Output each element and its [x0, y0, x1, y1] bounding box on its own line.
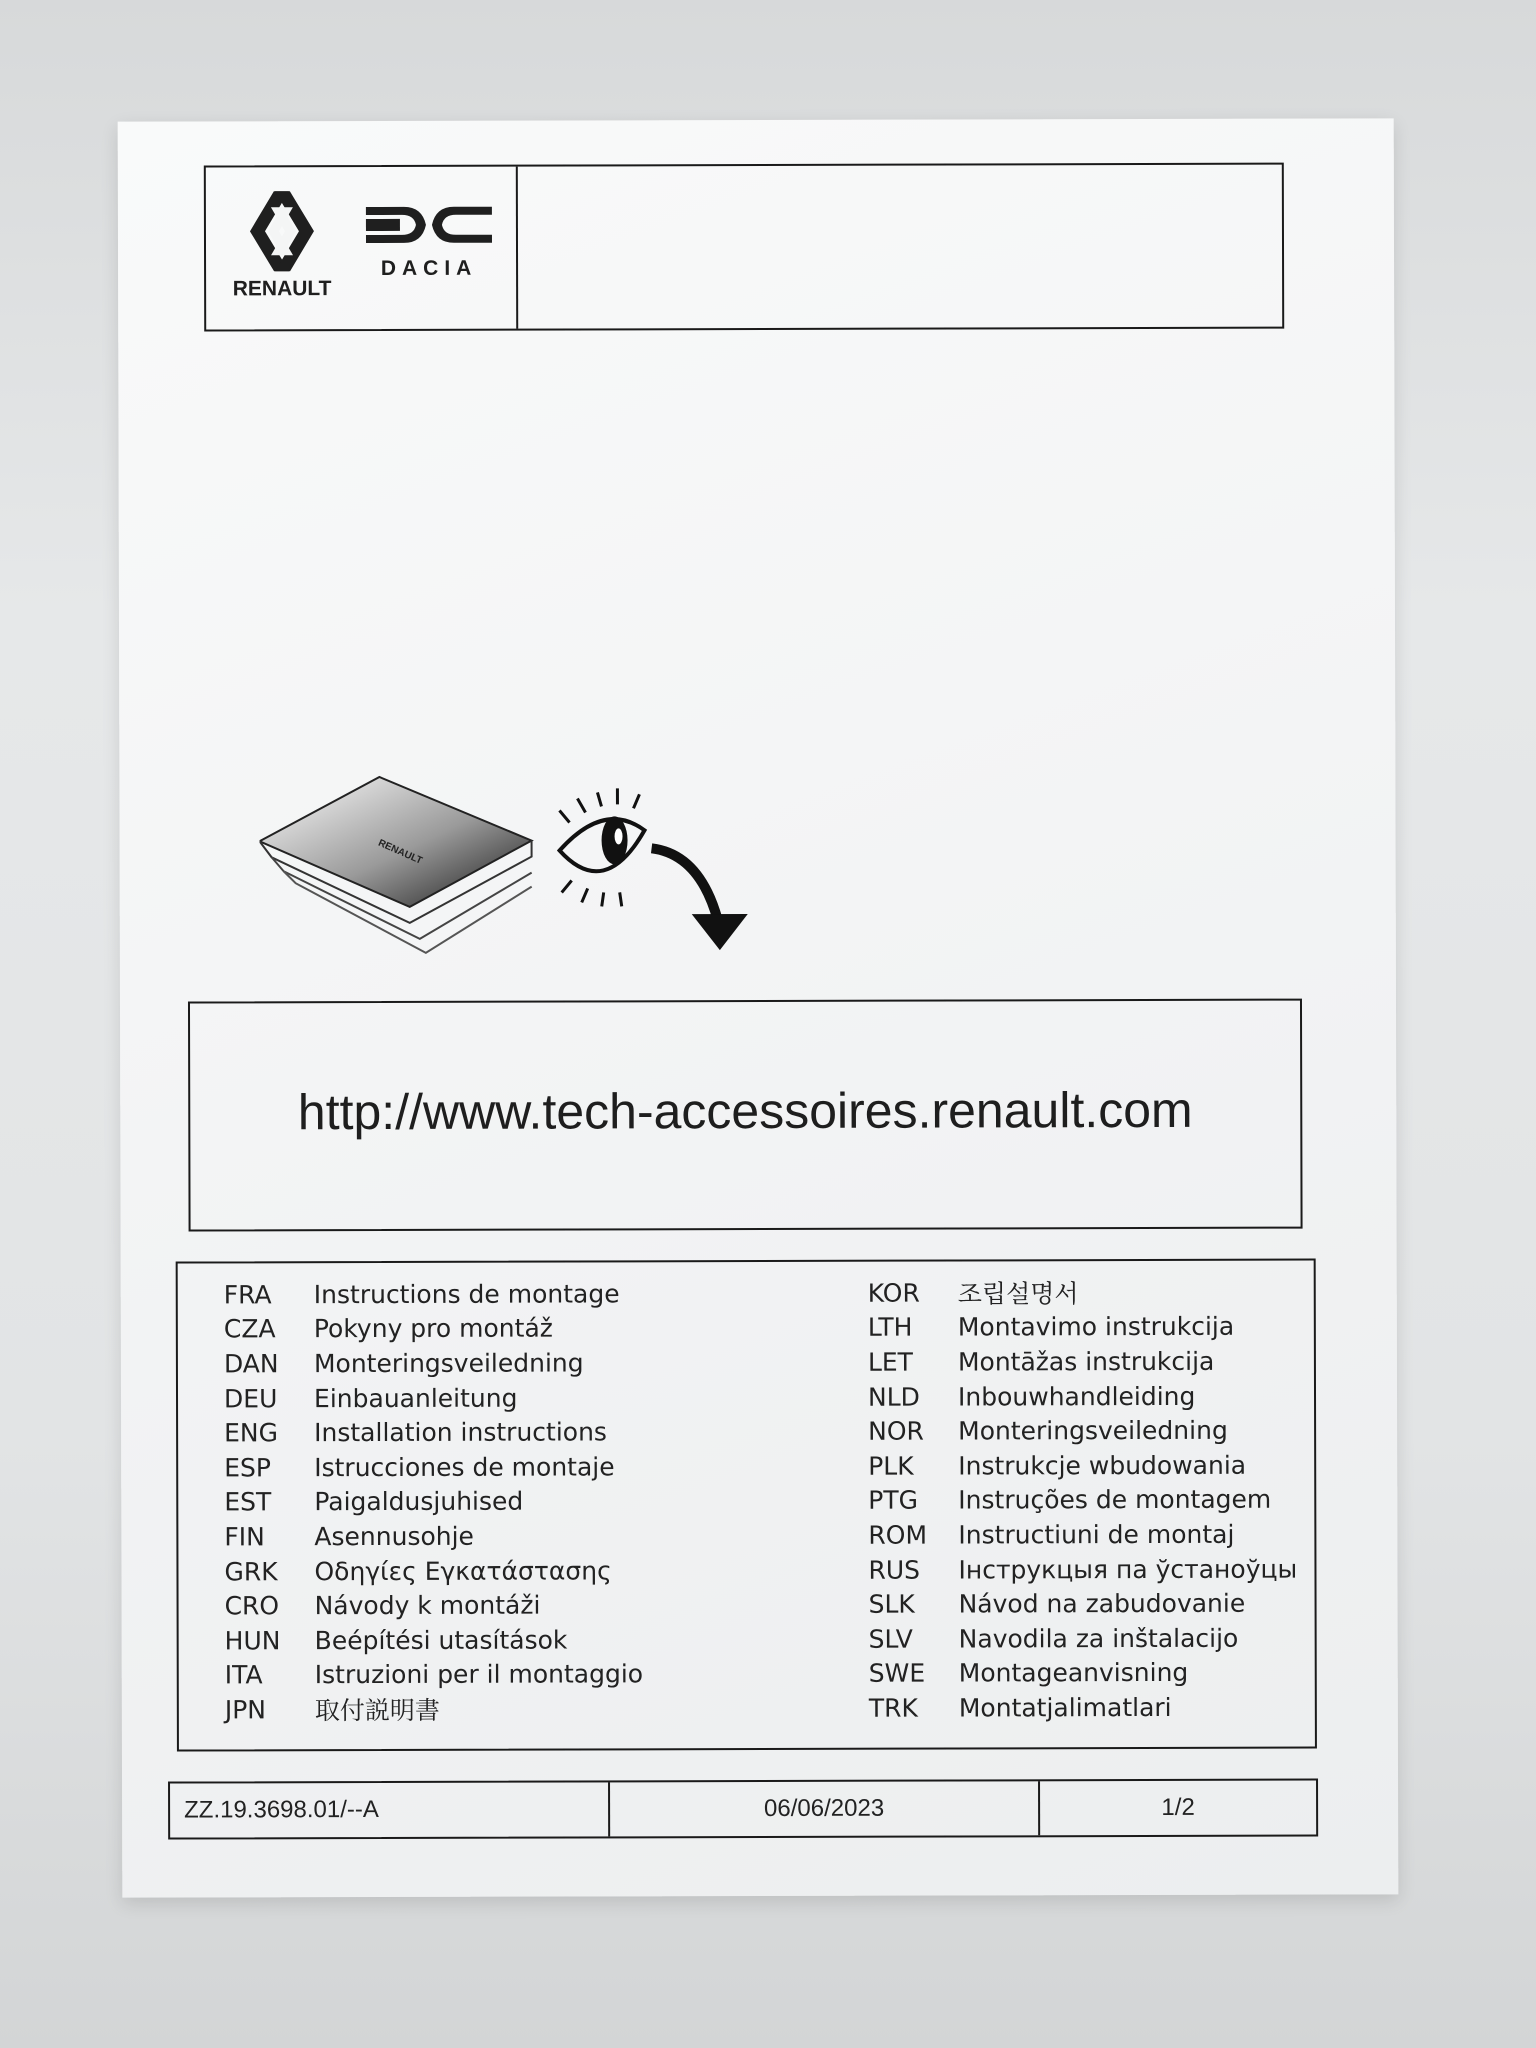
language-code: PLK — [868, 1451, 914, 1481]
language-title: Montageanvisning — [958, 1658, 1189, 1688]
language-row — [868, 1309, 1297, 1345]
eye-icon — [559, 788, 644, 906]
language-title: 조립설명서 — [957, 1279, 1079, 1309]
language-code: FIN — [224, 1522, 265, 1552]
language-code: CRO — [224, 1591, 280, 1621]
language-title: Pokyny pro montáž — [313, 1313, 553, 1344]
read-instructions-pictogram — [259, 770, 830, 1001]
language-code: EST — [224, 1487, 272, 1517]
language-row — [868, 1344, 1297, 1380]
language-row — [868, 1378, 1297, 1414]
booklet-icon — [259, 777, 531, 954]
language-row — [868, 1413, 1297, 1449]
language-title: Istruzioni per il montaggio — [314, 1659, 644, 1690]
language-row — [225, 1622, 643, 1658]
language-code: ESP — [224, 1453, 271, 1483]
brand-logos — [206, 167, 518, 330]
language-code: CZA — [223, 1314, 276, 1344]
language-code: ITA — [224, 1660, 263, 1690]
language-code: RUS — [868, 1555, 921, 1585]
language-code: HUN — [224, 1625, 281, 1656]
website-link[interactable]: http://www.tech-accessoires.renault.com — [297, 1081, 1193, 1141]
language-row — [868, 1551, 1297, 1587]
document-date: 06/06/2023 — [610, 1781, 1040, 1836]
language-row — [224, 1276, 642, 1312]
language-row — [225, 1588, 643, 1624]
language-title: Monteringsveiledning — [958, 1415, 1228, 1446]
language-title: 取付説明書 — [314, 1696, 440, 1726]
language-code: GRK — [224, 1556, 278, 1586]
language-code: NLD — [867, 1382, 920, 1412]
language-table — [176, 1259, 1317, 1752]
dacia-logo — [354, 205, 504, 305]
renault-logo — [228, 189, 336, 309]
document-reference: ZZ.19.3698.01/--A — [170, 1782, 610, 1837]
language-row — [869, 1586, 1298, 1622]
language-row — [224, 1380, 642, 1416]
language-title: Návod na zabudovanie — [958, 1588, 1246, 1619]
language-row — [224, 1518, 642, 1554]
language-row — [868, 1482, 1297, 1518]
language-code: JPN — [224, 1695, 267, 1725]
language-code: ENG — [224, 1418, 279, 1448]
language-column-left — [224, 1276, 644, 1727]
language-row — [868, 1275, 1297, 1311]
dacia-wordmark: DACIA — [380, 256, 478, 280]
instruction-sheet — [118, 118, 1399, 1897]
language-row — [869, 1621, 1298, 1657]
language-title: Asennusohje — [314, 1521, 474, 1552]
language-row — [224, 1484, 642, 1520]
language-row — [869, 1655, 1298, 1691]
language-code: TRK — [868, 1693, 918, 1723]
language-title: Istrucciones de montaje — [314, 1452, 615, 1482]
language-code: PTG — [868, 1485, 919, 1516]
language-title: Inbouwhandleiding — [957, 1381, 1196, 1412]
language-title: Beépítési utasítások — [314, 1625, 568, 1655]
language-title: Návody k montáži — [314, 1590, 541, 1621]
language-title: Instrukcje wbudowania — [958, 1450, 1247, 1481]
language-title: Instruções de montagem — [958, 1485, 1272, 1515]
language-code: KOR — [867, 1278, 920, 1308]
header-box — [204, 163, 1284, 332]
renault-diamond-icon — [247, 189, 317, 273]
page-number: 1/2 — [1161, 1793, 1195, 1821]
language-row — [225, 1657, 643, 1693]
language-column-right — [868, 1275, 1298, 1726]
language-title: Instructiuni de montaj — [958, 1519, 1235, 1550]
language-code: LTH — [867, 1312, 913, 1343]
booklet-label: RENAULT — [376, 837, 424, 867]
language-row — [868, 1448, 1297, 1484]
language-code: LET — [867, 1347, 913, 1377]
language-title: Montatjalimatlari — [958, 1692, 1172, 1723]
curved-arrow-down-icon — [652, 848, 748, 950]
language-title: Montāžas instrukcija — [957, 1346, 1215, 1377]
language-row — [224, 1311, 642, 1347]
language-title: Monteringsveiledning — [313, 1348, 584, 1379]
language-code: DEU — [223, 1383, 278, 1413]
language-code: DAN — [223, 1349, 279, 1379]
language-row — [224, 1449, 642, 1485]
language-code: NOR — [868, 1416, 924, 1446]
language-title: Navodila za inštalacijo — [958, 1623, 1239, 1654]
language-title: Paigaldusjuhised — [314, 1486, 524, 1517]
language-row — [225, 1691, 643, 1727]
language-row — [868, 1517, 1297, 1553]
dacia-emblem-icon — [364, 205, 494, 245]
language-row — [224, 1553, 642, 1589]
language-row — [224, 1345, 642, 1381]
language-title: Montavimo instrukcija — [957, 1312, 1235, 1342]
language-code: SWE — [868, 1658, 926, 1689]
language-title: Installation instructions — [314, 1417, 607, 1448]
language-title: Інструкцыя па ўстаноўцы — [958, 1554, 1298, 1585]
language-title: Οδηγίες Εγκατάστασης — [314, 1555, 612, 1586]
language-code: SLV — [868, 1624, 913, 1654]
language-code: FRA — [223, 1280, 272, 1310]
language-code: SLK — [868, 1589, 915, 1619]
language-row — [224, 1415, 642, 1451]
renault-wordmark: RENAULT — [232, 277, 332, 301]
url-box — [188, 999, 1303, 1232]
language-code: ROM — [868, 1520, 928, 1550]
footer-bar — [168, 1779, 1318, 1840]
language-title: Instructions de montage — [313, 1279, 620, 1309]
language-title: Einbauanleitung — [313, 1383, 518, 1413]
language-row — [869, 1690, 1298, 1726]
